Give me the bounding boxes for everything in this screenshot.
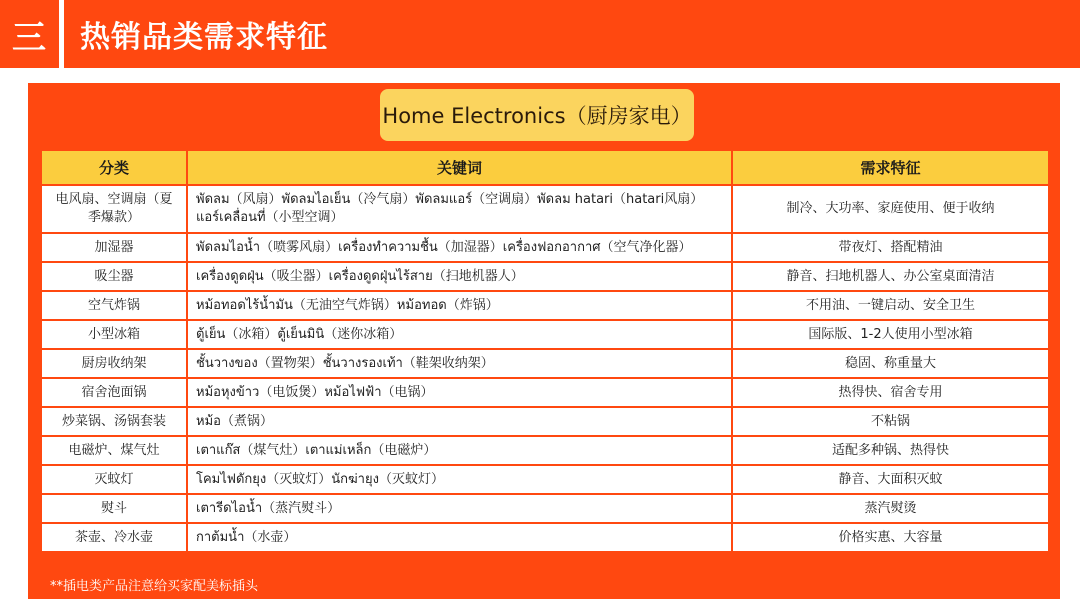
keywords-cell: โคมไฟดักยุง（灭蚊灯）นักฆ่ายุง（灭蚊灯） [187, 465, 732, 494]
table-row [41, 407, 1049, 436]
table-header-row [41, 150, 1049, 185]
banner-divider [59, 0, 64, 68]
table-row [41, 378, 1049, 407]
category-cell: 电磁炉、煤气灶 [41, 436, 187, 465]
page-title: 热销品类需求特征 [80, 20, 328, 55]
top-banner [0, 0, 1080, 68]
table-row [41, 233, 1049, 262]
table-row [41, 349, 1049, 378]
keywords-cell: เครื่องดูดฝุ่น（吸尘器）เครื่องดูดฝุ่นไร้สาย（扫地机器人） [187, 262, 732, 291]
features-cell: 不用油、一键启动、安全卫生 [732, 291, 1049, 320]
keywords-cell: เตาแก๊ส（煤气灶）เตาแม่เหล็ก（电磁炉） [187, 436, 732, 465]
category-cell: 厨房收纳架 [41, 349, 187, 378]
features-cell: 国际版、1-2人使用小型冰箱 [732, 320, 1049, 349]
table-row [41, 436, 1049, 465]
table-row [41, 465, 1049, 494]
keywords-cell: พัดลม（风扇）พัดลมไอเย็น（冷气扇）พัดลมแอร์（空调扇）พัดลม hatari（hatari风扇）แอร์เคลื่อนที่（小型空调） [187, 185, 732, 233]
table-row [41, 291, 1049, 320]
features-cell: 不粘锅 [732, 407, 1049, 436]
category-cell: 小型冰箱 [41, 320, 187, 349]
keyword-table [40, 149, 1050, 553]
features-cell: 热得快、宿舍专用 [732, 378, 1049, 407]
keywords-cell: ตู้เย็น（冰箱）ตู้เย็นมินิ（迷你冰箱） [187, 320, 732, 349]
features-cell: 静音、大面积灭蚊 [732, 465, 1049, 494]
table-row [41, 494, 1049, 523]
category-cell: 茶壶、冷水壶 [41, 523, 187, 552]
keywords-cell: หม้อ（煮锅） [187, 407, 732, 436]
keywords-cell: เตารีดไอน้ำ（蒸汽熨斗） [187, 494, 732, 523]
keywords-cell: ชั้นวางของ（置物架）ชั้นวางรองเท้า（鞋架收纳架） [187, 349, 732, 378]
category-cell: 加湿器 [41, 233, 187, 262]
column-header-keywords: 关键词 [187, 150, 732, 185]
keywords-cell: หม้อทอดไร้น้ำมัน（无油空气炸锅）หม้อทอด（炸锅） [187, 291, 732, 320]
features-cell: 价格实惠、大容量 [732, 523, 1049, 552]
category-heading: Home Electronics（厨房家电） [380, 89, 694, 141]
category-cell: 炒菜锅、汤锅套装 [41, 407, 187, 436]
footnote: **插电类产品注意给买家配美标插头 [50, 578, 259, 594]
section-number: 三 [12, 17, 46, 58]
category-cell: 灭蚊灯 [41, 465, 187, 494]
features-cell: 适配多种锅、热得快 [732, 436, 1049, 465]
table-row [41, 262, 1049, 291]
keywords-cell: พัดลมไอน้ำ（喷雾风扇）เครื่องทำความชื้น（加湿器）เครื่องฟอกอากาศ（空气净化器） [187, 233, 732, 262]
table-row [41, 523, 1049, 552]
keywords-cell: หม้อหุงข้าว（电饭煲）หม้อไฟฟ้า（电锅） [187, 378, 732, 407]
keywords-cell: กาต้มน้ำ（水壶） [187, 523, 732, 552]
features-cell: 蒸汽熨烫 [732, 494, 1049, 523]
table-row [41, 185, 1049, 233]
column-header-category: 分类 [41, 150, 187, 185]
category-cell: 宿舍泡面锅 [41, 378, 187, 407]
table-row [41, 320, 1049, 349]
features-cell: 制冷、大功率、家庭使用、便于收纳 [732, 185, 1049, 233]
features-cell: 带夜灯、搭配精油 [732, 233, 1049, 262]
category-cell: 吸尘器 [41, 262, 187, 291]
category-cell: 电风扇、空调扇（夏季爆款） [41, 185, 187, 233]
category-cell: 空气炸锅 [41, 291, 187, 320]
features-cell: 稳固、称重量大 [732, 349, 1049, 378]
column-header-features: 需求特征 [732, 150, 1049, 185]
category-cell: 熨斗 [41, 494, 187, 523]
features-cell: 静音、扫地机器人、办公室桌面清洁 [732, 262, 1049, 291]
